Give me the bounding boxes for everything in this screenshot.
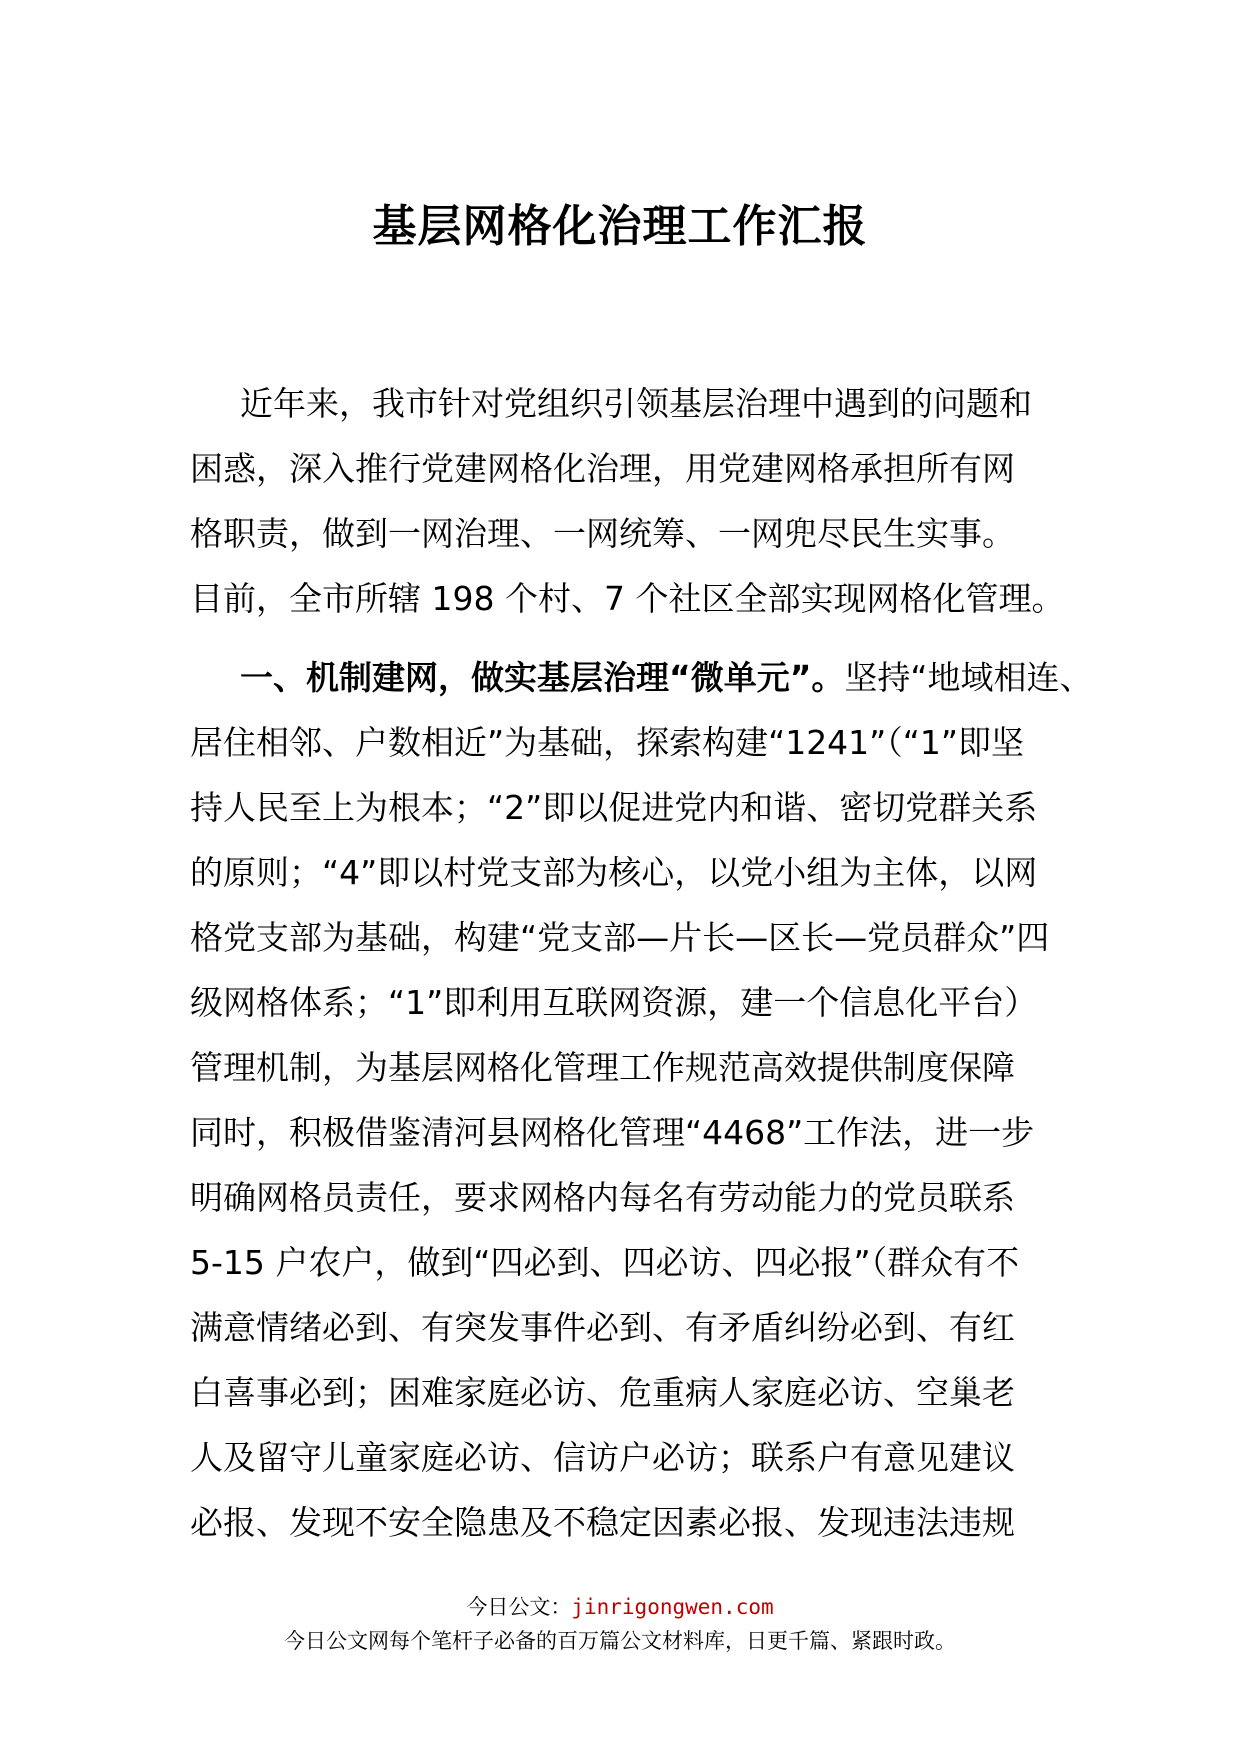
paragraph-1-line: 目前，全市所辖 198 个村、7 个社区全部实现网格化管理。 <box>190 579 1065 618</box>
paragraph-2-line: 白喜事必到；困难家庭必访、危重病人家庭必访、空巢老 <box>190 1373 1015 1412</box>
paragraph-2-line: 5-15 户农户，做到“四必到、四必访、四必报”（群众有不 <box>190 1243 1020 1282</box>
section-heading: 一、机制建网，做实基层治理“微单元”。 <box>240 658 845 697</box>
paragraph-2-line: 必报、发现不安全隐患及不稳定因素必报、发现违法违规 <box>190 1503 1015 1542</box>
footer-source <box>0 1590 1240 1624</box>
page-footer <box>0 1590 1240 1658</box>
footer-slogan: 今日公文网每个笔杆子必备的百万篇公文材料库，日更千篇、紧跟时政。 <box>284 1629 956 1653</box>
paragraph-2-line: 管理机制，为基层网格化管理工作规范高效提供制度保障 <box>190 1048 1015 1087</box>
paragraph-2-line: 格党支部为基础，构建“党支部—片长—区长—党员群众”四 <box>190 918 1050 957</box>
paragraph-2-line: 同时，积极借鉴清河县网格化管理“4468”工作法，进一步 <box>190 1113 1035 1152</box>
paragraph-2-line: 满意情绪必到、有突发事件必到、有矛盾纠纷必到、有红 <box>190 1308 1015 1347</box>
paragraph-2-line: 级网格体系；“1”即利用互联网资源，建一个信息化平台） <box>190 983 1038 1022</box>
document-body <box>190 371 1093 1555</box>
paragraph-2-text: 坚持“地域相连、 <box>844 658 1093 697</box>
paragraph-2-line: 明确网格员责任，要求网格内每名有劳动能力的党员联系 <box>190 1178 1015 1217</box>
paragraph-1-line: 近年来，我市针对党组织引领基层治理中遇到的问题和 <box>240 384 1032 423</box>
paragraph-1-line: 困惑，深入推行党建网格化治理，用党建网格承担所有网 <box>190 449 1015 488</box>
paragraph-2-line: 的原则；“4”即以村党支部为核心，以党小组为主体，以网 <box>190 853 1038 892</box>
document-title: 基层网格化治理工作汇报 <box>372 201 868 252</box>
paragraph-2-line: 持人民至上为根本；“2”即以促进党内和谐、密切党群关系 <box>190 788 1038 827</box>
paragraph-2-first-line <box>190 645 1093 710</box>
paragraph-1-line: 格职责，做到一网治理、一网统筹、一网兜尽民生实事。 <box>190 514 1015 553</box>
paragraph-2-line: 居住相邻、户数相近”为基础，探索构建“1241”（“1”即坚 <box>190 723 1024 762</box>
footer-label: 今日公文： <box>466 1595 572 1619</box>
footer-url-link[interactable]: jinrigongwen.com <box>571 1595 774 1619</box>
paragraph-2-line: 人及留守儿童家庭必访、信访户必访；联系户有意见建议 <box>190 1438 1015 1477</box>
